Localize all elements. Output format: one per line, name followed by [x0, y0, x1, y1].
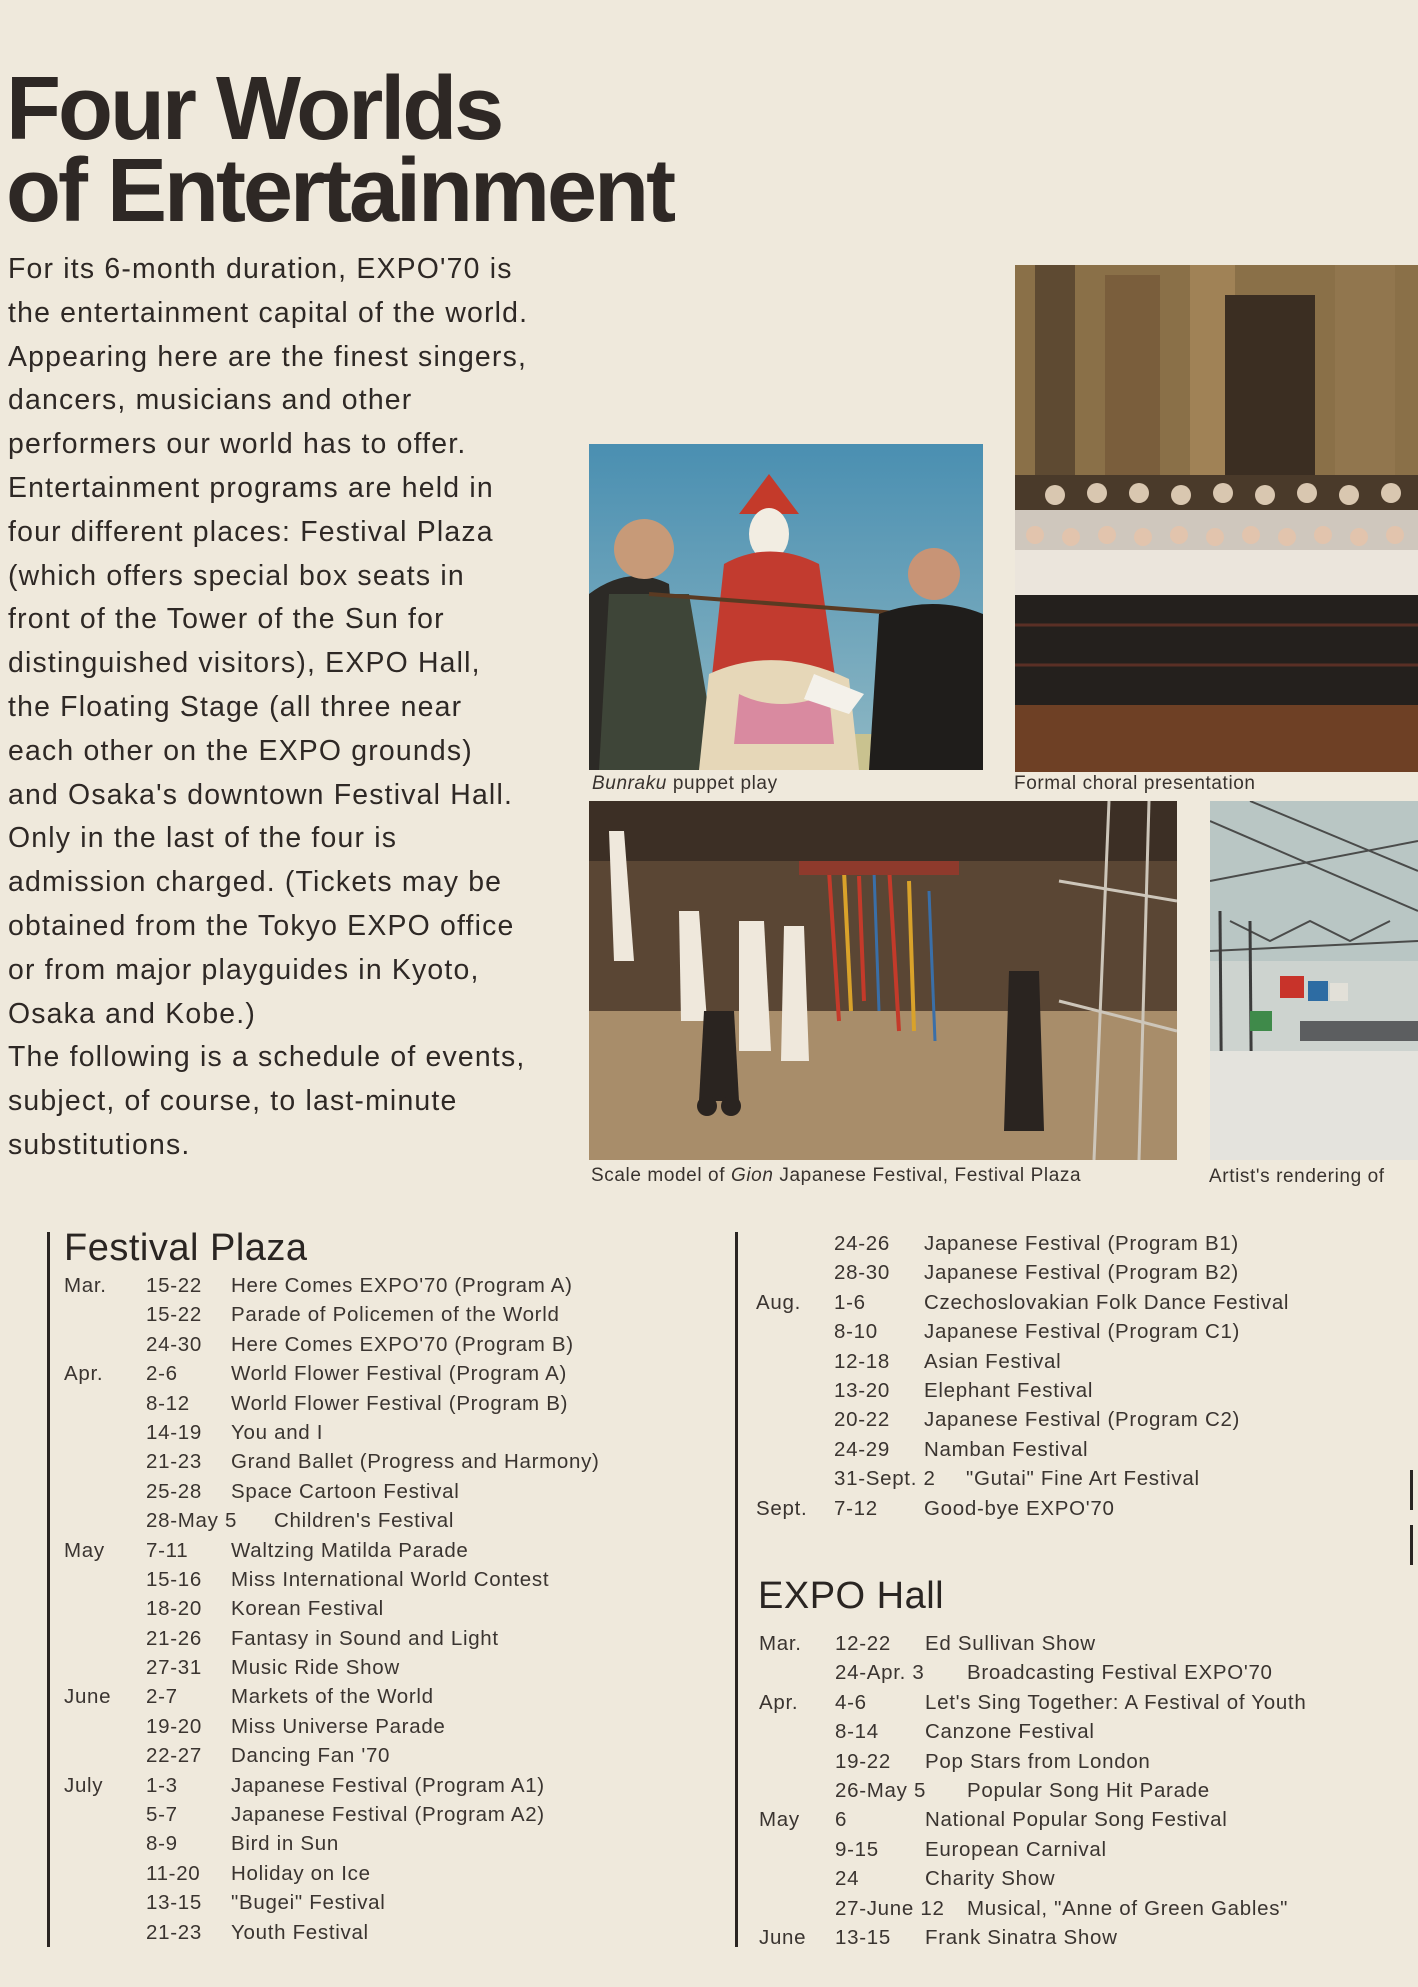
schedule-days: 21-26 — [146, 1626, 202, 1650]
schedule-event: Japanese Festival (Program B1) — [924, 1232, 1239, 1255]
schedule-event: Children's Festival — [274, 1509, 455, 1533]
schedule-row — [756, 1438, 1396, 1467]
schedule-row — [64, 1421, 664, 1450]
artist-rendering-photo — [1210, 801, 1418, 1160]
schedule-days: 2-6 — [146, 1362, 178, 1386]
schedule-month: June — [64, 1685, 112, 1709]
expo-hall-schedule — [759, 1632, 1399, 1955]
schedule-days: 26-May 5 — [835, 1778, 927, 1802]
schedule-days: 1-3 — [146, 1773, 178, 1797]
schedule-days: 25-28 — [146, 1479, 202, 1503]
schedule-row — [64, 1362, 664, 1391]
expo-hall-heading: EXPO Hall — [758, 1575, 945, 1617]
intro-line: Only in the last of the four is — [8, 822, 398, 855]
schedule-days: 4-6 — [835, 1690, 867, 1714]
intro-paragraph — [8, 248, 593, 1168]
schedule-event: Holiday on Ice — [231, 1861, 371, 1885]
schedule-days: 12-22 — [835, 1632, 891, 1655]
schedule-event: Broadcasting Festival EXPO'70 — [967, 1661, 1273, 1685]
gion-caption-italic: Gion — [730, 1165, 774, 1186]
gion-caption-post: Japanese Festival, Festival Plaza — [773, 1165, 1082, 1186]
schedule-days: 28-30 — [834, 1261, 890, 1285]
schedule-days: 21-23 — [146, 1920, 202, 1944]
schedule-row — [759, 1661, 1399, 1690]
schedule-event: Miss International World Contest — [231, 1567, 550, 1591]
choral-caption: Formal choral presentation — [1014, 773, 1256, 794]
schedule-event: Waltzing Matilda Parade — [231, 1538, 469, 1562]
schedule-event: National Popular Song Festival — [925, 1808, 1228, 1832]
schedule-event: Markets of the World — [231, 1685, 434, 1709]
intro-line: substitutions. — [8, 1128, 191, 1161]
schedule-row — [64, 1832, 664, 1861]
schedule-event: Bird in Sun — [231, 1832, 339, 1856]
intro-line: the entertainment capital of the world. — [8, 296, 529, 329]
intro-line: The following is a schedule of events, — [8, 1041, 526, 1074]
intro-line: four different places: Festival Plaza — [8, 515, 494, 548]
schedule-days: 8-14 — [835, 1720, 879, 1744]
schedule-days: 20-22 — [834, 1408, 890, 1432]
schedule-event: "Bugei" Festival — [231, 1891, 386, 1915]
schedule-event: Here Comes EXPO'70 (Program A) — [231, 1274, 573, 1297]
schedule-days: 13-15 — [146, 1891, 202, 1915]
intro-line: subject, of course, to last-minute — [8, 1085, 458, 1118]
intro-line: For its 6-month duration, EXPO'70 is — [8, 253, 513, 285]
schedule-row — [756, 1379, 1396, 1408]
schedule-event: Music Ride Show — [231, 1656, 400, 1680]
schedule-days: 2-7 — [146, 1685, 178, 1709]
schedule-month: Apr. — [759, 1690, 799, 1714]
gion-caption — [591, 1165, 1081, 1187]
schedule-row — [64, 1568, 664, 1597]
schedule-event: Japanese Festival (Program B2) — [924, 1261, 1239, 1285]
schedule-row — [759, 1720, 1399, 1749]
schedule-month: Apr. — [64, 1362, 104, 1386]
schedule-row — [759, 1691, 1399, 1720]
schedule-days: 19-22 — [835, 1749, 891, 1773]
schedule-days: 31-Sept. 2 — [834, 1467, 936, 1491]
intro-line: Osaka and Kobe.) — [8, 997, 257, 1030]
schedule-row — [759, 1897, 1399, 1926]
schedule-event: Ed Sullivan Show — [925, 1632, 1096, 1655]
schedule-month: May — [759, 1808, 800, 1832]
intro-line: and Osaka's downtown Festival Hall. — [8, 778, 514, 811]
schedule-month: Aug. — [756, 1290, 801, 1314]
schedule-event: Japanese Festival (Program A2) — [231, 1803, 545, 1827]
schedule-event: Miss Universe Parade — [231, 1714, 446, 1738]
schedule-row — [759, 1750, 1399, 1779]
schedule-event: Dancing Fan '70 — [231, 1744, 391, 1768]
schedule-event: Japanese Festival (Program A1) — [231, 1773, 545, 1797]
schedule-event: Czechoslovakian Folk Dance Festival — [924, 1290, 1290, 1314]
schedule-row — [64, 1862, 664, 1891]
intro-line: obtained from the Tokyo EXPO office — [8, 909, 515, 942]
schedule-event: Pop Stars from London — [925, 1749, 1151, 1773]
schedule-month: Mar. — [64, 1274, 107, 1297]
festival-plaza-schedule-continued — [756, 1232, 1396, 1526]
bunraku-caption-italic: Bunraku — [592, 773, 667, 794]
schedule-days: 5-7 — [146, 1803, 178, 1827]
schedule-row — [64, 1627, 664, 1656]
schedule-row — [64, 1539, 664, 1568]
schedule-days: 22-27 — [146, 1744, 202, 1768]
schedule-event: Space Cartoon Festival — [231, 1479, 460, 1503]
schedule-event: Grand Ballet (Progress and Harmony) — [231, 1450, 600, 1474]
intro-line: dancers, musicians and other — [8, 384, 413, 417]
schedule-days: 15-16 — [146, 1567, 202, 1591]
schedule-row — [759, 1632, 1399, 1661]
schedule-row — [64, 1715, 664, 1744]
schedule-month: Mar. — [759, 1632, 802, 1655]
schedule-days: 24 — [835, 1867, 860, 1891]
schedule-row — [64, 1685, 664, 1714]
schedule-row — [759, 1838, 1399, 1867]
schedule-days: 15-22 — [146, 1274, 202, 1297]
schedule-days: 6 — [835, 1808, 848, 1832]
schedule-row — [756, 1291, 1396, 1320]
schedule-event: Charity Show — [925, 1867, 1056, 1891]
schedule-days: 7-11 — [146, 1538, 189, 1562]
schedule-month: Sept. — [756, 1496, 808, 1520]
schedule-row — [64, 1744, 664, 1773]
schedule-days: 13-20 — [834, 1378, 890, 1402]
intro-line: admission charged. (Tickets may be — [8, 866, 503, 899]
schedule-row — [756, 1261, 1396, 1290]
schedule-days: 9-15 — [835, 1837, 879, 1861]
schedule-row — [759, 1779, 1399, 1808]
schedule-days: 8-12 — [146, 1391, 190, 1415]
schedule-days: 24-29 — [834, 1437, 890, 1461]
schedule-days: 14-19 — [146, 1420, 202, 1444]
intro-line: front of the Tower of the Sun for — [8, 603, 445, 636]
schedule-event: Here Comes EXPO'70 (Program B) — [231, 1332, 574, 1356]
schedule-event: Popular Song Hit Parade — [967, 1778, 1210, 1802]
schedule-days: 11-20 — [146, 1861, 201, 1885]
schedule-event: Good-bye EXPO'70 — [924, 1496, 1115, 1520]
schedule-row — [64, 1656, 664, 1685]
bunraku-photo — [589, 444, 983, 770]
schedule-event: Canzone Festival — [925, 1720, 1095, 1744]
schedule-row — [64, 1921, 664, 1950]
schedule-month: May — [64, 1538, 105, 1562]
intro-line: Entertainment programs are held in — [8, 471, 494, 504]
schedule-event: Fantasy in Sound and Light — [231, 1626, 499, 1650]
schedule-event: Parade of Policemen of the World — [231, 1303, 560, 1327]
schedule-row — [64, 1891, 664, 1920]
schedule-month: June — [759, 1925, 807, 1949]
schedule-row — [756, 1232, 1396, 1261]
festival-plaza-schedule — [64, 1274, 664, 1950]
intro-line: Appearing here are the finest singers, — [8, 340, 528, 373]
schedule-row — [756, 1320, 1396, 1349]
schedule-event: Korean Festival — [231, 1597, 384, 1621]
schedule-event: World Flower Festival (Program A) — [231, 1362, 567, 1386]
schedule-row — [64, 1509, 664, 1538]
schedule-days: 18-20 — [146, 1597, 202, 1621]
schedule-row — [64, 1392, 664, 1421]
schedule-days: 27-31 — [146, 1656, 202, 1680]
schedule-event: European Carnival — [925, 1837, 1107, 1861]
schedule-days: 27-June 12 — [835, 1896, 945, 1920]
schedule-days: 8-10 — [834, 1320, 878, 1344]
intro-line: performers our world has to offer. — [8, 428, 467, 461]
schedule-row — [756, 1497, 1396, 1526]
gion-caption-pre: Scale model of — [591, 1165, 731, 1186]
right-column-rule — [735, 1232, 738, 1947]
schedule-days: 28-May 5 — [146, 1509, 238, 1533]
schedule-event: Musical, "Anne of Green Gables" — [967, 1896, 1289, 1920]
schedule-event: "Gutai" Fine Art Festival — [966, 1467, 1200, 1491]
intro-line: (which offers special box seats in — [8, 559, 465, 592]
schedule-days: 21-23 — [146, 1450, 202, 1474]
schedule-row — [756, 1350, 1396, 1379]
schedule-event: Frank Sinatra Show — [925, 1925, 1118, 1949]
schedule-row — [64, 1450, 664, 1479]
schedule-row — [64, 1333, 664, 1362]
page-title — [6, 59, 674, 241]
schedule-row — [64, 1303, 664, 1332]
schedule-days: 24-26 — [834, 1232, 890, 1255]
schedule-row — [759, 1926, 1399, 1955]
schedule-row — [64, 1774, 664, 1803]
schedule-event: Youth Festival — [231, 1920, 369, 1944]
schedule-row — [759, 1867, 1399, 1896]
schedule-event: Namban Festival — [924, 1437, 1089, 1461]
schedule-event: Japanese Festival (Program C2) — [924, 1408, 1241, 1432]
artist-rendering-caption: Artist's rendering of — [1209, 1166, 1385, 1187]
bunraku-caption-rest: puppet play — [666, 773, 778, 794]
schedule-event: Asian Festival — [924, 1349, 1062, 1373]
schedule-row — [756, 1467, 1396, 1496]
schedule-days: 19-20 — [146, 1714, 202, 1738]
schedule-days: 1-6 — [834, 1290, 866, 1314]
schedule-days: 13-15 — [835, 1925, 891, 1949]
page-edge-mark — [1410, 1470, 1413, 1510]
left-column-rule — [47, 1232, 50, 1947]
intro-line: or from major playguides in Kyoto, — [8, 953, 480, 986]
schedule-days: 7-12 — [834, 1496, 878, 1520]
schedule-event: Elephant Festival — [924, 1378, 1094, 1402]
schedule-row — [756, 1408, 1396, 1437]
schedule-month: July — [64, 1773, 104, 1797]
schedule-row — [64, 1597, 664, 1626]
schedule-days: 12-18 — [834, 1349, 890, 1373]
schedule-days: 8-9 — [146, 1832, 178, 1856]
gion-photo — [589, 801, 1177, 1160]
schedule-days: 24-30 — [146, 1332, 202, 1356]
intro-line: the Floating Stage (all three near — [8, 690, 463, 723]
schedule-event: Japanese Festival (Program C1) — [924, 1320, 1241, 1344]
intro-line: distinguished visitors), EXPO Hall, — [8, 647, 481, 680]
schedule-event: Let's Sing Together: A Festival of Youth — [925, 1690, 1307, 1714]
bunraku-caption — [592, 773, 778, 795]
schedule-row — [64, 1803, 664, 1832]
schedule-event: World Flower Festival (Program B) — [231, 1391, 569, 1415]
title-line-1: Four Worlds — [6, 59, 502, 159]
page-edge-mark — [1410, 1525, 1413, 1565]
schedule-row — [64, 1480, 664, 1509]
schedule-days: 24-Apr. 3 — [835, 1661, 925, 1685]
schedule-row — [64, 1274, 664, 1303]
schedule-row — [759, 1808, 1399, 1837]
title-line-2: of Entertainment — [6, 141, 674, 241]
schedule-days: 15-22 — [146, 1303, 202, 1327]
intro-line: each other on the EXPO grounds) — [8, 734, 473, 767]
schedule-event: You and I — [231, 1420, 324, 1444]
festival-plaza-heading: Festival Plaza — [64, 1227, 308, 1269]
choral-photo — [1015, 265, 1418, 772]
